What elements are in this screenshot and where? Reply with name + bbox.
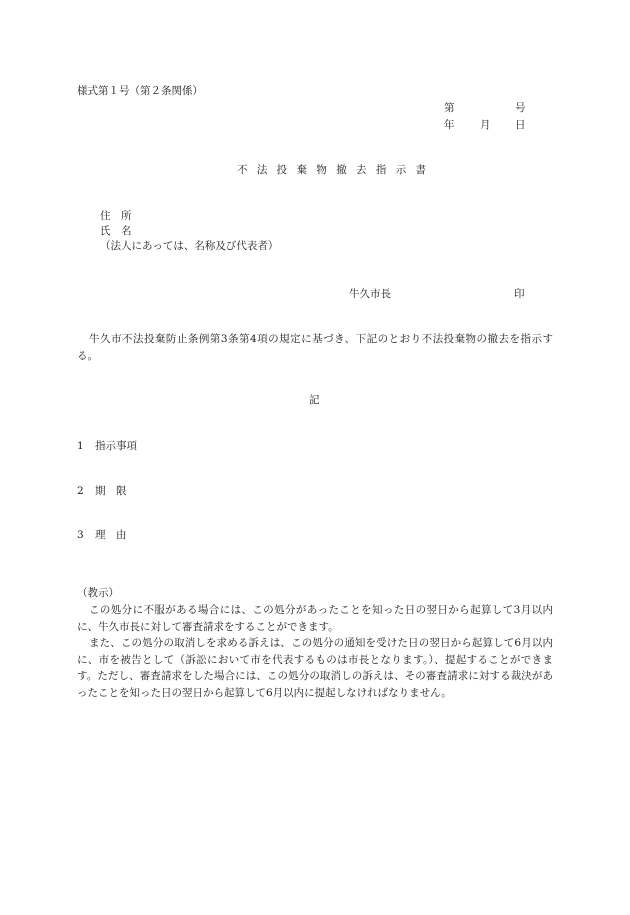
number-prefix: 第 [444,102,455,114]
notice-paragraph-1: この処分に不服がある場合には、この処分があったことを知った日の翌日から起算して3月以内に、牛久市長に対して審査請求をすることができます。 [77,604,553,633]
ki-heading: 記 [309,394,320,406]
date-month: 月 [480,119,491,131]
seal-mark: 印 [514,288,525,300]
issuer-mayor: 牛久市長 [349,288,391,300]
document-title: 不 法 投 棄 物 撤 去 指 示 書 [237,164,430,176]
item-3-number: 3 [77,529,84,541]
instruction-body: 牛久市不法投棄防止条例第3条第4項の規定に基づき、下記のとおり不法投棄物の撤去を指示する。 [77,333,553,362]
date-year: 年 [444,119,455,131]
name-label: 氏 名 [100,225,132,237]
notice-heading: （教示） [77,587,119,599]
notice-paragraph-2: また、この処分の取消しを求める訴えは、この処分の通知を受けた日の翌日から起算して6月以内に、市を被告として（訴訟において市を代表するものは市長となります。）、提起することができます。ただし、審査請求をした場合には、この処分の取消しの訴えは、その審査請求に対する裁決があったことを知った日の翌日から起算して6月以内に提起しなければなりません。 [77,637,553,699]
item-2-number: 2 [77,485,84,497]
form-label: 様式第１号（第２条関係） [77,85,203,97]
item-1-label: 指示事項 [95,440,137,452]
item-2-label: 期 限 [95,485,127,497]
item-3-label: 理 由 [95,529,127,541]
item-1-number: 1 [77,440,84,452]
date-day: 日 [515,119,526,131]
corporate-note: （法人にあっては、名称及び代表者） [100,240,279,252]
address-label: 住 所 [100,210,132,222]
number-suffix: 号 [515,102,526,114]
